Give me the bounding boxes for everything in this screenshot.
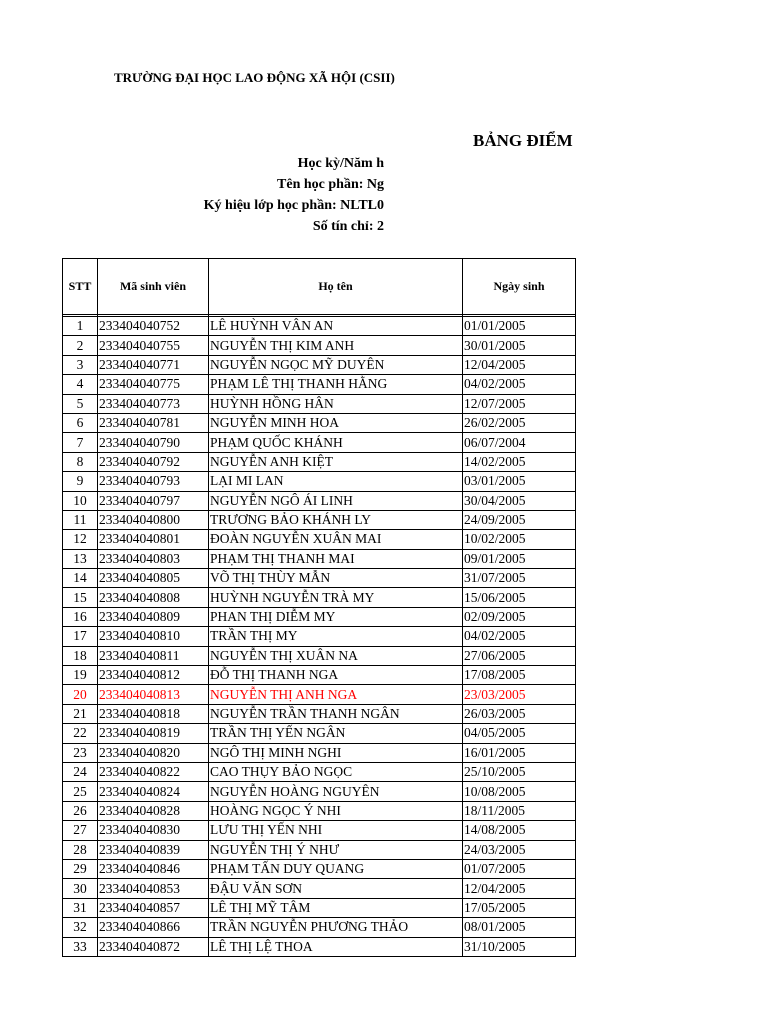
table-row bbox=[63, 336, 576, 355]
row-stt: 12 bbox=[63, 530, 98, 549]
row-student-id: 233404040824 bbox=[98, 782, 209, 801]
row-full-name: PHẠM THỊ THANH MAI bbox=[209, 549, 463, 568]
row-date-of-birth: 12/04/2005 bbox=[463, 879, 576, 898]
row-date-of-birth: 01/07/2005 bbox=[463, 859, 576, 878]
school-name: TRƯỜNG ĐẠI HỌC LAO ĐỘNG XÃ HỘI (CSII) bbox=[114, 70, 395, 85]
row-full-name: PHẠM LÊ THỊ THANH HẰNG bbox=[209, 375, 463, 394]
row-student-id: 233404040790 bbox=[98, 433, 209, 452]
row-student-id: 233404040755 bbox=[98, 336, 209, 355]
row-stt: 16 bbox=[63, 607, 98, 626]
row-full-name: NGUYỄN ANH KIỆT bbox=[209, 452, 463, 471]
table-row bbox=[63, 627, 576, 646]
column-header-full-name: Họ tên bbox=[209, 259, 463, 315]
row-full-name: TRẦN THỊ MY bbox=[209, 627, 463, 646]
row-date-of-birth: 31/07/2005 bbox=[463, 569, 576, 588]
row-date-of-birth: 12/07/2005 bbox=[463, 394, 576, 413]
row-stt: 5 bbox=[63, 394, 98, 413]
course-name-line: Tên học phần: Ng bbox=[277, 177, 384, 192]
row-full-name: LƯU THỊ YẾN NHI bbox=[209, 821, 463, 840]
row-date-of-birth: 03/01/2005 bbox=[463, 472, 576, 491]
row-full-name: HUỲNH HỒNG HÂN bbox=[209, 394, 463, 413]
table-row bbox=[63, 491, 576, 510]
row-stt: 13 bbox=[63, 549, 98, 568]
row-date-of-birth: 25/10/2005 bbox=[463, 762, 576, 781]
table-row bbox=[63, 724, 576, 743]
row-date-of-birth: 04/02/2005 bbox=[463, 375, 576, 394]
row-date-of-birth: 14/02/2005 bbox=[463, 452, 576, 471]
row-stt: 19 bbox=[63, 666, 98, 685]
row-full-name: NGUYỄN HOÀNG NGUYÊN bbox=[209, 782, 463, 801]
row-student-id: 233404040810 bbox=[98, 627, 209, 646]
row-stt: 29 bbox=[63, 859, 98, 878]
row-date-of-birth: 08/01/2005 bbox=[463, 918, 576, 937]
table-row bbox=[63, 549, 576, 568]
row-student-id: 233404040801 bbox=[98, 530, 209, 549]
table-row bbox=[63, 433, 576, 452]
row-date-of-birth: 26/02/2005 bbox=[463, 413, 576, 432]
table-row bbox=[63, 704, 576, 723]
table-row bbox=[63, 472, 576, 491]
row-date-of-birth: 31/10/2005 bbox=[463, 937, 576, 956]
row-stt: 30 bbox=[63, 879, 98, 898]
row-student-id: 233404040805 bbox=[98, 569, 209, 588]
row-stt: 6 bbox=[63, 413, 98, 432]
table-row bbox=[63, 762, 576, 781]
table-body bbox=[63, 315, 576, 957]
row-stt: 2 bbox=[63, 336, 98, 355]
row-student-id: 233404040866 bbox=[98, 918, 209, 937]
table-row bbox=[63, 317, 576, 336]
table-row bbox=[63, 588, 576, 607]
document-title: BẢNG ĐIỂM bbox=[473, 131, 573, 150]
table-row bbox=[63, 375, 576, 394]
row-full-name: VÕ THỊ THÙY MẪN bbox=[209, 569, 463, 588]
row-stt: 18 bbox=[63, 646, 98, 665]
row-date-of-birth: 12/04/2005 bbox=[463, 355, 576, 374]
row-date-of-birth: 06/07/2004 bbox=[463, 433, 576, 452]
row-student-id: 233404040773 bbox=[98, 394, 209, 413]
row-student-id: 233404040853 bbox=[98, 879, 209, 898]
row-student-id: 233404040839 bbox=[98, 840, 209, 859]
row-stt: 27 bbox=[63, 821, 98, 840]
row-date-of-birth: 30/04/2005 bbox=[463, 491, 576, 510]
row-stt: 11 bbox=[63, 510, 98, 529]
row-student-id: 233404040803 bbox=[98, 549, 209, 568]
table-row bbox=[63, 840, 576, 859]
row-full-name: ĐẬU VĂN SƠN bbox=[209, 879, 463, 898]
table-row bbox=[63, 452, 576, 471]
row-full-name: LÊ THỊ MỸ TÂM bbox=[209, 898, 463, 917]
row-stt: 7 bbox=[63, 433, 98, 452]
row-student-id: 233404040822 bbox=[98, 762, 209, 781]
row-stt: 32 bbox=[63, 918, 98, 937]
row-student-id: 233404040818 bbox=[98, 704, 209, 723]
row-stt: 8 bbox=[63, 452, 98, 471]
row-full-name: HOÀNG NGỌC Ý NHI bbox=[209, 801, 463, 820]
table-row bbox=[63, 743, 576, 762]
row-full-name: CAO THỤY BẢO NGỌC bbox=[209, 762, 463, 781]
row-full-name: ĐOÀN NGUYỄN XUÂN MAI bbox=[209, 530, 463, 549]
row-date-of-birth: 30/01/2005 bbox=[463, 336, 576, 355]
row-date-of-birth: 02/09/2005 bbox=[463, 607, 576, 626]
column-header-stt: STT bbox=[63, 259, 98, 315]
row-full-name: NGUYỄN MINH HOA bbox=[209, 413, 463, 432]
row-student-id: 233404040771 bbox=[98, 355, 209, 374]
row-full-name: PHẠM TẤN DUY QUANG bbox=[209, 859, 463, 878]
row-full-name: NGUYỄN THỊ XUÂN NA bbox=[209, 646, 463, 665]
table-row bbox=[63, 413, 576, 432]
row-date-of-birth: 24/09/2005 bbox=[463, 510, 576, 529]
row-student-id: 233404040857 bbox=[98, 898, 209, 917]
table-row bbox=[63, 801, 576, 820]
row-full-name: TRẦN THỊ YẾN NGÂN bbox=[209, 724, 463, 743]
row-date-of-birth: 15/06/2005 bbox=[463, 588, 576, 607]
row-student-id: 233404040792 bbox=[98, 452, 209, 471]
row-student-id: 233404040846 bbox=[98, 859, 209, 878]
row-stt: 3 bbox=[63, 355, 98, 374]
row-full-name: LÊ HUỲNH VÂN AN bbox=[209, 317, 463, 336]
row-full-name: LẠI MI LAN bbox=[209, 472, 463, 491]
row-student-id: 233404040797 bbox=[98, 491, 209, 510]
row-student-id: 233404040752 bbox=[98, 317, 209, 336]
table-row bbox=[63, 782, 576, 801]
row-full-name: NGUYỄN NGỌC MỸ DUYÊN bbox=[209, 355, 463, 374]
row-stt: 20 bbox=[63, 685, 98, 704]
table-row bbox=[63, 879, 576, 898]
row-student-id: 233404040830 bbox=[98, 821, 209, 840]
row-full-name: NGUYỄN NGÔ ÁI LINH bbox=[209, 491, 463, 510]
row-date-of-birth: 04/02/2005 bbox=[463, 627, 576, 646]
row-full-name: NGUYỄN THỊ KIM ANH bbox=[209, 336, 463, 355]
row-stt: 33 bbox=[63, 937, 98, 956]
row-student-id: 233404040800 bbox=[98, 510, 209, 529]
row-student-id: 233404040793 bbox=[98, 472, 209, 491]
row-full-name: TRẦN NGUYỄN PHƯƠNG THẢO bbox=[209, 918, 463, 937]
table-row bbox=[63, 646, 576, 665]
row-stt: 23 bbox=[63, 743, 98, 762]
row-student-id: 233404040819 bbox=[98, 724, 209, 743]
table-row bbox=[63, 918, 576, 937]
row-full-name: NGÔ THỊ MINH NGHI bbox=[209, 743, 463, 762]
grade-table bbox=[62, 258, 576, 957]
row-stt: 9 bbox=[63, 472, 98, 491]
row-stt: 15 bbox=[63, 588, 98, 607]
row-stt: 10 bbox=[63, 491, 98, 510]
row-student-id: 233404040808 bbox=[98, 588, 209, 607]
row-stt: 21 bbox=[63, 704, 98, 723]
table-row bbox=[63, 355, 576, 374]
row-student-id: 233404040811 bbox=[98, 646, 209, 665]
row-date-of-birth: 17/05/2005 bbox=[463, 898, 576, 917]
table-row bbox=[63, 510, 576, 529]
table-row bbox=[63, 937, 576, 956]
row-date-of-birth: 23/03/2005 bbox=[463, 685, 576, 704]
row-student-id: 233404040813 bbox=[98, 685, 209, 704]
column-header-student-id: Mã sinh viên bbox=[98, 259, 209, 315]
row-full-name: NGUYỄN THỊ Ý NHƯ bbox=[209, 840, 463, 859]
row-full-name: HUỲNH NGUYỄN TRÀ MY bbox=[209, 588, 463, 607]
row-stt: 4 bbox=[63, 375, 98, 394]
table-row bbox=[63, 898, 576, 917]
row-stt: 25 bbox=[63, 782, 98, 801]
row-full-name: PHẠM QUỐC KHÁNH bbox=[209, 433, 463, 452]
table-row bbox=[63, 607, 576, 626]
semester-line: Học kỳ/Năm h bbox=[297, 156, 384, 171]
row-date-of-birth: 27/06/2005 bbox=[463, 646, 576, 665]
row-student-id: 233404040812 bbox=[98, 666, 209, 685]
row-student-id: 233404040872 bbox=[98, 937, 209, 956]
row-full-name: PHAN THỊ DIỄM MY bbox=[209, 607, 463, 626]
row-full-name: ĐỖ THỊ THANH NGA bbox=[209, 666, 463, 685]
row-student-id: 233404040781 bbox=[98, 413, 209, 432]
row-stt: 1 bbox=[63, 317, 98, 336]
row-stt: 17 bbox=[63, 627, 98, 646]
row-date-of-birth: 10/02/2005 bbox=[463, 530, 576, 549]
row-student-id: 233404040828 bbox=[98, 801, 209, 820]
table-header-row bbox=[63, 259, 576, 315]
row-stt: 24 bbox=[63, 762, 98, 781]
row-stt: 28 bbox=[63, 840, 98, 859]
row-full-name: NGUYỄN TRẦN THANH NGÂN bbox=[209, 704, 463, 723]
row-stt: 22 bbox=[63, 724, 98, 743]
row-date-of-birth: 18/11/2005 bbox=[463, 801, 576, 820]
row-date-of-birth: 26/03/2005 bbox=[463, 704, 576, 723]
row-date-of-birth: 14/08/2005 bbox=[463, 821, 576, 840]
credits-line: Số tín chỉ: 2 bbox=[312, 219, 384, 234]
column-header-date-of-birth: Ngày sinh bbox=[463, 259, 576, 315]
row-date-of-birth: 17/08/2005 bbox=[463, 666, 576, 685]
row-full-name: LÊ THỊ LỆ THOA bbox=[209, 937, 463, 956]
row-student-id: 233404040775 bbox=[98, 375, 209, 394]
row-student-id: 233404040820 bbox=[98, 743, 209, 762]
row-date-of-birth: 24/03/2005 bbox=[463, 840, 576, 859]
row-stt: 31 bbox=[63, 898, 98, 917]
row-date-of-birth: 01/01/2005 bbox=[463, 317, 576, 336]
table-row bbox=[63, 685, 576, 704]
row-date-of-birth: 04/05/2005 bbox=[463, 724, 576, 743]
class-code-line: Ký hiệu lớp học phần: NLTL0 bbox=[203, 198, 384, 213]
table-row bbox=[63, 530, 576, 549]
row-full-name: TRƯƠNG BẢO KHÁNH LY bbox=[209, 510, 463, 529]
row-date-of-birth: 16/01/2005 bbox=[463, 743, 576, 762]
row-student-id: 233404040809 bbox=[98, 607, 209, 626]
row-stt: 14 bbox=[63, 569, 98, 588]
table-row bbox=[63, 821, 576, 840]
row-full-name: NGUYỄN THỊ ANH NGA bbox=[209, 685, 463, 704]
row-date-of-birth: 09/01/2005 bbox=[463, 549, 576, 568]
table-row bbox=[63, 859, 576, 878]
table-row bbox=[63, 394, 576, 413]
row-date-of-birth: 10/08/2005 bbox=[463, 782, 576, 801]
row-stt: 26 bbox=[63, 801, 98, 820]
table-row bbox=[63, 569, 576, 588]
table-row bbox=[63, 666, 576, 685]
